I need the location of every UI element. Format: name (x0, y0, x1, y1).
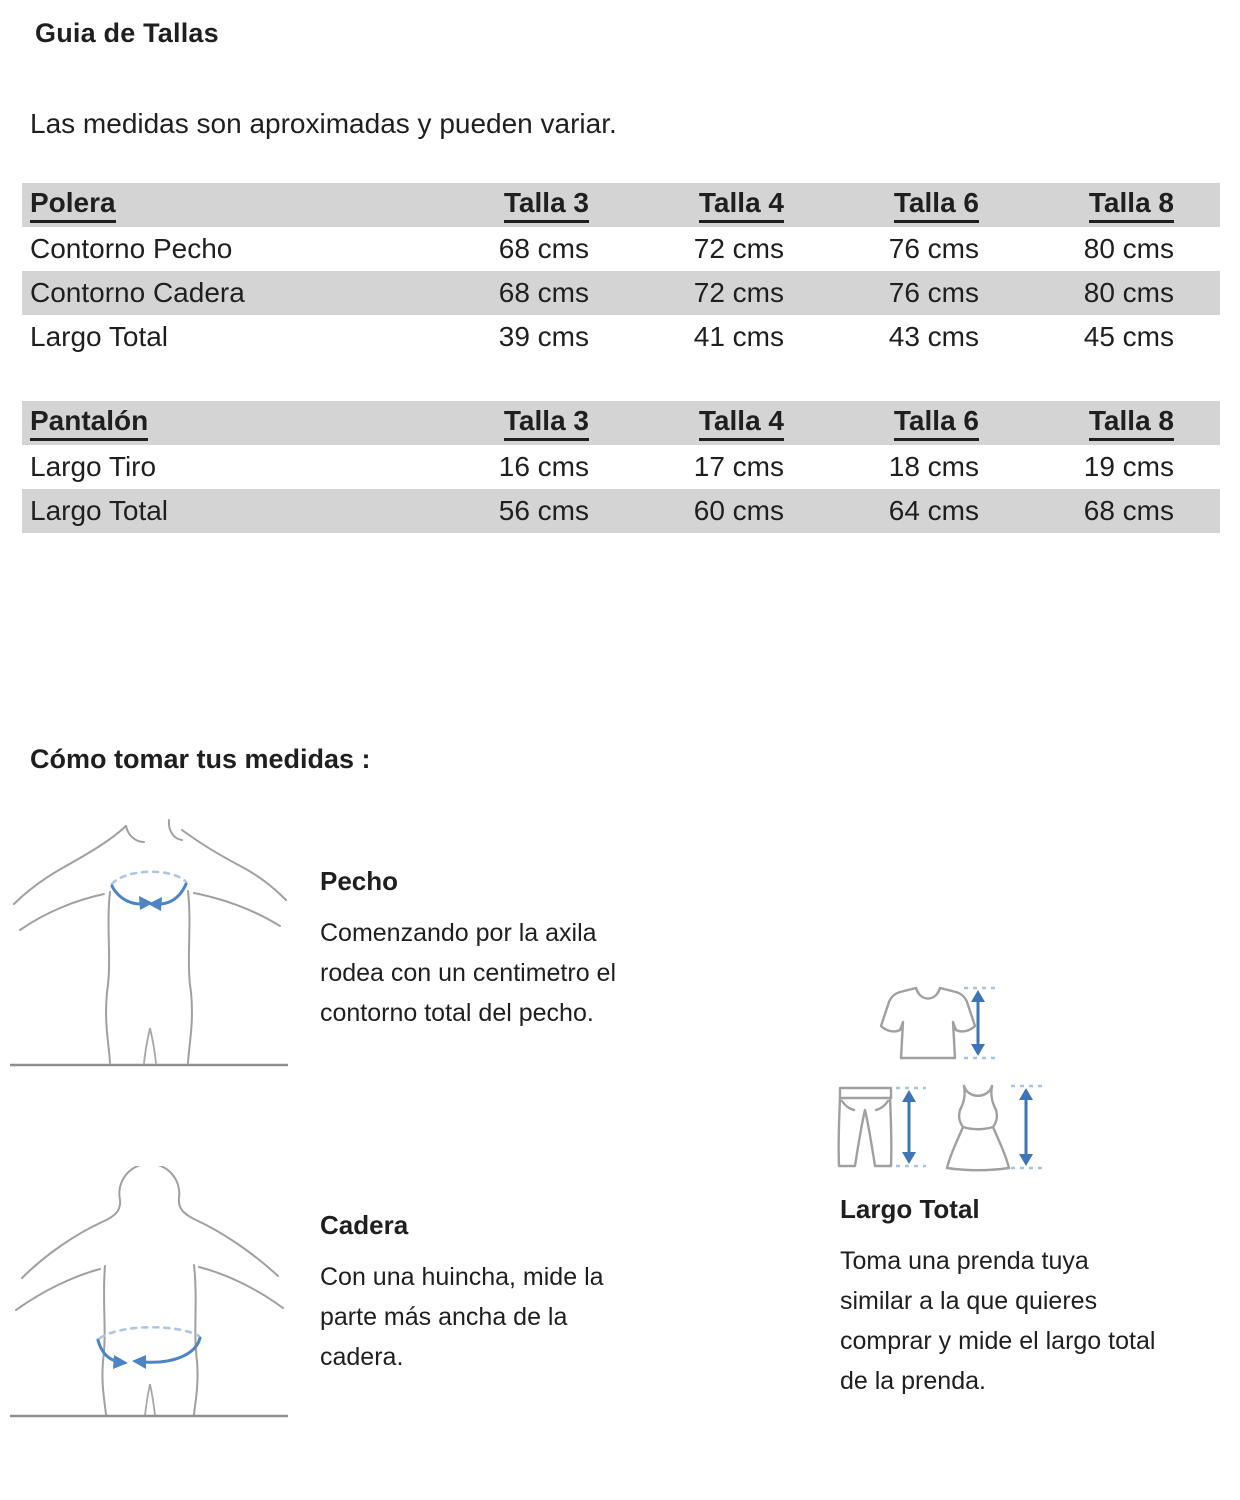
table-header-row (22, 183, 1220, 227)
size-cell: 18 cms (888, 451, 979, 482)
header-cell (1025, 183, 1220, 227)
header-cell (830, 401, 1025, 445)
instruction-line: parte más ancha de la (320, 1303, 568, 1331)
table-row (22, 271, 1220, 315)
size-cell: 41 cms (693, 321, 784, 352)
largo-total-instructions (840, 1194, 1210, 1401)
size-cell: 16 cms (498, 451, 589, 482)
size-cell: 17 cms (693, 451, 784, 482)
pantalon-size-table (22, 401, 1220, 533)
body-outline (10, 1166, 288, 1416)
size-cell: 72 cms (693, 233, 784, 264)
talla-4-header: Talla 4 (699, 405, 784, 441)
page-subtitle: Las medidas son aproximadas y pueden variar. (30, 108, 617, 139)
table-row (22, 445, 1220, 489)
table-row (22, 227, 1220, 271)
pants-icon (839, 1088, 892, 1166)
talla-3-header: Talla 3 (504, 187, 589, 223)
row-label: Largo Total (30, 495, 169, 526)
table-row (22, 489, 1220, 533)
body-chest-measure-figure (6, 812, 292, 1070)
cadera-title: Cadera (320, 1210, 409, 1240)
header-cell (22, 401, 440, 445)
header-cell (1025, 401, 1220, 445)
instruction-line: similar a la que quieres (840, 1287, 1098, 1315)
instruction-line: de la prenda. (840, 1367, 986, 1395)
pecho-title: Pecho (320, 866, 399, 896)
vertical-double-arrow-icon (964, 988, 998, 1058)
instruction-line: Comenzando por la axila (320, 919, 597, 947)
table-header-row (22, 401, 1220, 445)
row-label: Largo Tiro (30, 451, 157, 482)
header-cell (830, 183, 1025, 227)
header-cell (440, 401, 635, 445)
polera-size-table (22, 183, 1220, 359)
hip-measure-tape (98, 1327, 200, 1369)
body-hip-measure-figure (6, 1166, 292, 1420)
size-cell: 64 cms (888, 495, 979, 526)
vertical-double-arrow-icon (896, 1088, 926, 1166)
size-cell: 39 cms (498, 321, 589, 352)
largo-total-title: Largo Total (840, 1194, 980, 1224)
polera-header-label: Polera (30, 187, 116, 223)
size-cell: 60 cms (693, 495, 784, 526)
size-cell: 72 cms (693, 277, 784, 308)
talla-8-header: Talla 8 (1089, 187, 1174, 223)
vertical-double-arrow-icon (1011, 1086, 1043, 1168)
instruction-line: contorno total del pecho. (320, 999, 594, 1027)
row-label: Contorno Cadera (30, 277, 245, 308)
size-cell: 76 cms (888, 233, 979, 264)
size-cell: 43 cms (888, 321, 979, 352)
page-title: Guia de Tallas (35, 18, 219, 48)
measure-section-heading: Cómo tomar tus medidas : (30, 744, 371, 774)
header-cell (22, 183, 440, 227)
talla-3-header: Talla 3 (504, 405, 589, 441)
pecho-instructions (320, 866, 660, 1033)
instruction-line: Con una huincha, mide la (320, 1263, 604, 1291)
size-cell: 45 cms (1083, 321, 1174, 352)
tshirt-icon (881, 988, 975, 1058)
dress-icon (947, 1086, 1009, 1170)
size-cell: 80 cms (1083, 277, 1174, 308)
row-label: Largo Total (30, 321, 169, 352)
instruction-line: Toma una prenda tuya (840, 1247, 1089, 1275)
size-cell: 80 cms (1083, 233, 1174, 264)
size-cell: 19 cms (1083, 451, 1174, 482)
size-cell: 68 cms (498, 233, 589, 264)
talla-4-header: Talla 4 (699, 187, 784, 223)
instruction-line: comprar y mide el largo total (840, 1327, 1156, 1355)
header-cell (440, 183, 635, 227)
talla-6-header: Talla 6 (894, 187, 979, 223)
size-cell: 76 cms (888, 277, 979, 308)
header-cell (635, 183, 830, 227)
row-label: Contorno Pecho (30, 233, 233, 264)
instruction-line: cadera. (320, 1343, 404, 1371)
header-cell (635, 401, 830, 445)
pantalon-header-label: Pantalón (30, 405, 148, 441)
talla-8-header: Talla 8 (1089, 405, 1174, 441)
talla-6-header: Talla 6 (894, 405, 979, 441)
size-cell: 68 cms (498, 277, 589, 308)
body-outline (10, 820, 288, 1065)
cadera-instructions (320, 1210, 660, 1377)
size-cell: 68 cms (1083, 495, 1174, 526)
garment-length-icons (830, 978, 1055, 1198)
instruction-line: rodea con un centimetro el (320, 959, 617, 987)
chest-measure-tape (112, 872, 186, 911)
table-row (22, 315, 1220, 359)
size-cell: 56 cms (498, 495, 589, 526)
